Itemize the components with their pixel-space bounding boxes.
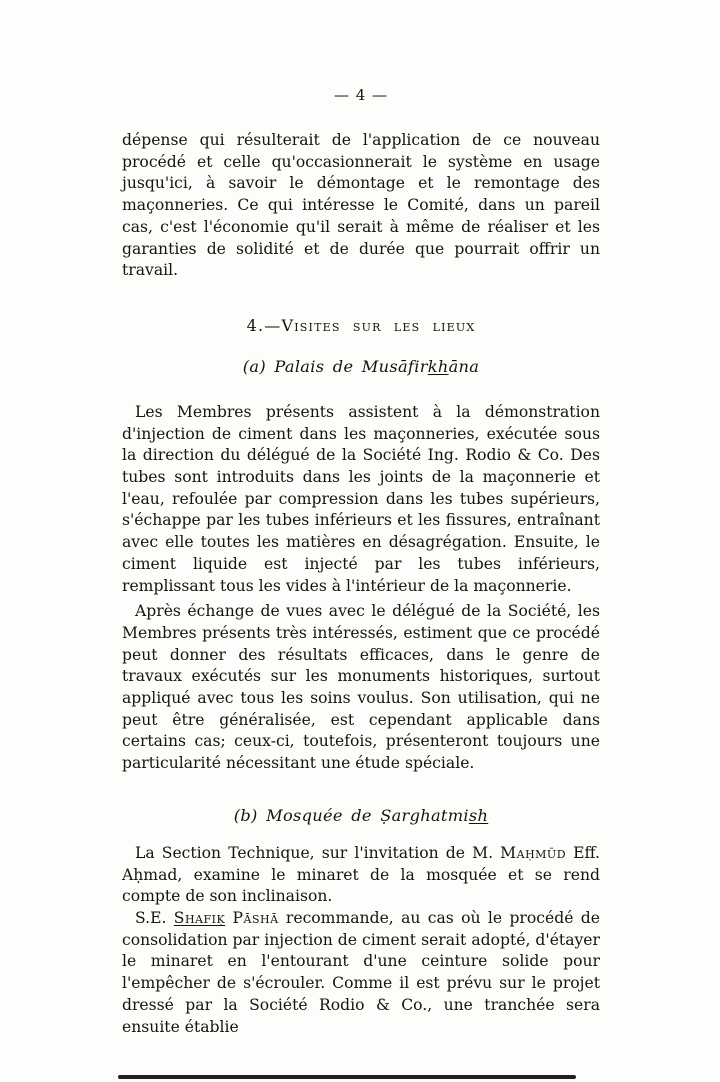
- paragraph-shafik-pasha-recommande: [122, 908, 600, 1038]
- paragraph-section-technique: [122, 843, 600, 908]
- name-shafik: Shafiḳ: [173, 908, 226, 927]
- paragraph-shafik-text-mid: [225, 909, 232, 927]
- paragraph-demonstration-injection: Les Membres présents assistent à la démonstration d'injection de ciment dans les maçonneries, exécutée sous la direction du délégué de la Société Ing. Rodio & Co. Des tubes sont introduits dans les joints de la maçonnerie et l'eau, refoulée par compression dans les tubes supérieurs, s'échappe par les tubes inférieurs et les fissures, entraînant avec elle toutes les matières en désagrégation. Ensuite, le ciment liquide est injecté par les tubes inférieurs, remplissant tous les vides à l'intérieur de la maçonnerie.: [122, 402, 600, 595]
- subheading-a-text-pre: (a) Palais de Musāfir: [242, 356, 428, 376]
- paragraph-section-technique-text-post: Eff. Aḥmad, examine le minaret de la mosquée et se rend compte de son inclinaison.: [122, 843, 600, 906]
- paragraph-shafik-text-post: recommande, au cas où le procédé de consolidation par injection de ciment serait adopté, d'étayer le minaret en l'entourant d'une ceinture solide pour l'empêcher de s'écrouler. Comme il est prévu sur le projet dressé par la Société Rodio & Co., une tranchée sera ensuite établie: [122, 908, 600, 1036]
- subheading-b-text-underlined: sh: [468, 805, 489, 825]
- scan-edge-artifact: [118, 1075, 576, 1079]
- subheading-a-text-post: āna: [448, 356, 480, 376]
- paragraph-section-technique-text: La Section Technique, sur l'invitation de M.: [135, 843, 501, 862]
- name-mahmud: Maḥmūd: [500, 843, 567, 862]
- paragraph-shafik-text-pre: S.E.: [135, 908, 174, 927]
- subheading-palais-de-musafirkhana: [122, 357, 600, 376]
- subheading-b-text-pre: (b) Mosquée de Ṣarghatmi: [233, 805, 469, 825]
- page-number: — 4 —: [333, 86, 389, 104]
- paragraph-apres-echange: Après échange de vues avec le délégué de la Société, les Membres présents très intéressés, estiment que ce procédé peut donner des résultats efficaces, dans le genre de travaux exécutés sur les monuments historiques, surtout appliqué avec tous les soins voulus. Son utilisation, qui ne peut être généralisée, est cependant applicable dans certains cas; ceux-ci, toutefois, présenteront toujours une particularité nécessitant une étude spéciale.: [122, 602, 600, 773]
- subheading-a-text-underlined: kh: [427, 356, 449, 376]
- intro-paragraph: dépense qui résulterait de l'application de ce nouveau procédé et celle qu'occasionnerait le système en usage jusqu'ici, à savoir le démontage et le remontage des maçonneries. Ce qui intéresse le Comité, dans un pareil cas, c'est l'économie qu'il serait à même de réaliser et les garanties de solidité et de durée que pourrait offrir un travail.: [122, 131, 600, 280]
- subheading-mosquee-de-sarghatmish: [122, 806, 600, 825]
- name-pasha: Pāshā: [232, 908, 279, 927]
- section-heading-visites-sur-les-lieux: 4.—Visites sur les lieux: [246, 315, 476, 335]
